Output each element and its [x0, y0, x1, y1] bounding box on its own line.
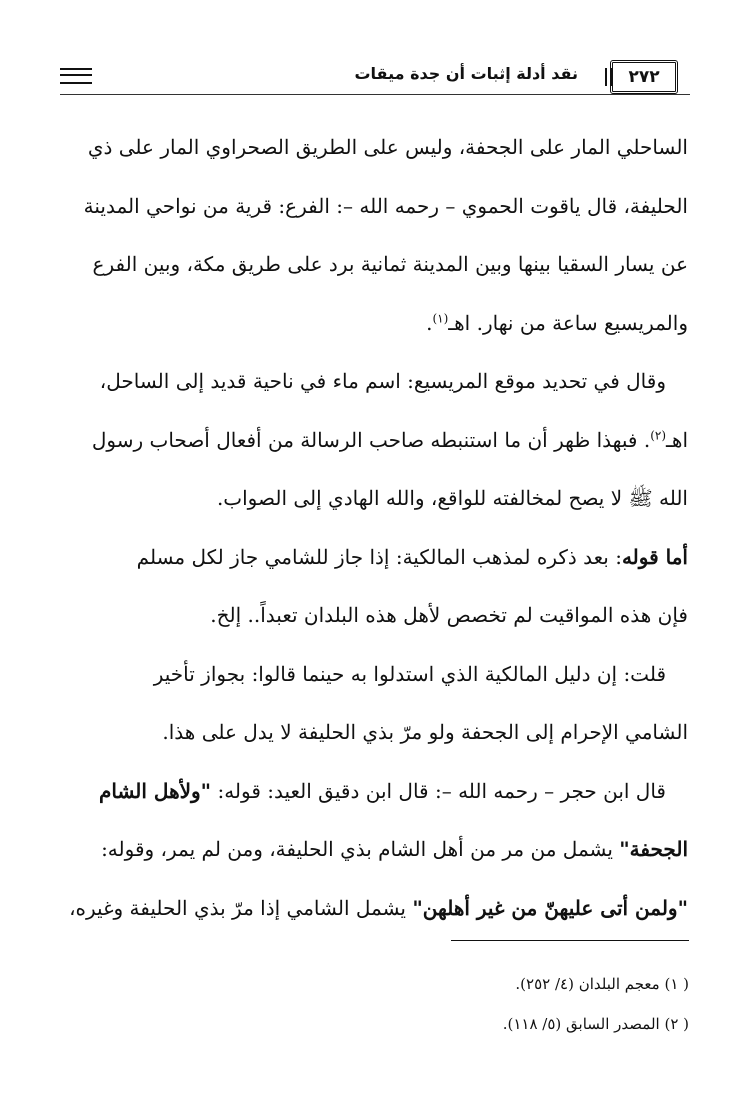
paragraph-3 — [62, 528, 688, 645]
p5-line3-rest: يشمل الشامي إذا مرّ بذي الحليفة وغيره، — [69, 895, 413, 920]
header-rule — [60, 94, 690, 95]
paragraph-1: الساحلي المار على الجحفة، وليس على الطريق الصحراوي المار على ذي الحليفة، قال ياقوت الحموي – رحمه الله –: الفرع: قرية من نواحي المدينة عن يسار السقيا بينها وبين المدينة ثمانية برد على طريق مكة، وبين الفرع والمريسيع ساعة من نهار. اهـ$^{(١)}$. — [83, 135, 688, 335]
p3-line1-rest: : بعد ذكره لمذهب المالكية: إذا جاز للشامي جاز لكل مسلم — [136, 544, 622, 569]
body-text — [62, 118, 688, 937]
p4-line1: قلت: إن دليل المالكية الذي استدلوا به حينما قالوا: بجواز تأخير — [153, 661, 666, 686]
p2-line1: وقال في تحديد موقع المريسيع: اسم ماء في ناحية قديد إلى الساحل، — [99, 369, 666, 393]
running-title: نقد أدلة إثبات أن جدة ميقات — [354, 64, 578, 83]
p3-lead: أما قوله — [621, 544, 688, 569]
p5-quote1-a: "ولأهل الشام — [98, 778, 212, 803]
footnote-ref-1[interactable]: (١) — [432, 310, 449, 325]
paragraph-4 — [62, 645, 688, 762]
p3-line2: فإن هذه المواقيت لم تخصص لأهل هذه البلدان تعبداً.. إلخ. — [210, 603, 688, 627]
p5-quote1-b: الجحفة" — [619, 837, 688, 861]
p2-line2-start: اهـ — [666, 427, 688, 452]
p1-line1: الساحلي المار على الجحفة، وليس على الطريق الصحراوي المار على ذي — [87, 135, 688, 159]
header-ornament-icon — [60, 68, 92, 84]
running-header — [60, 58, 690, 98]
footnotes — [63, 964, 689, 1044]
p1-line4: والمريسيع ساعة من نهار. اهـ — [448, 310, 688, 335]
page-number: ٢٧٢ — [610, 60, 678, 94]
p1-line3: عن يسار السقيا بينها وبين المدينة ثمانية برد على طريق مكة، وبين الفرع — [92, 252, 688, 276]
p1-line2: الحليفة، قال ياقوت الحموي – رحمه الله –: الفرع: قرية من نواحي المدينة — [83, 193, 688, 218]
p2-line2-rest: . فبهذا ظهر أن ما استنبطه صاحب الرسالة من أفعال أصحاب رسول — [91, 427, 651, 452]
p5-line2-rest: يشمل من مر من أهل الشام بذي الحليفة، ومن لم يمر، وقوله: — [101, 837, 620, 861]
footnote-rule — [451, 940, 689, 941]
footnote-2: ( ٢) المصدر السابق (٥/ ١١٨). — [502, 1015, 689, 1033]
p4-line2: الشامي الإحرام إلى الجحفة ولو مرّ بذي الحليفة لا يدل على هذا. — [162, 720, 688, 744]
paragraph-2 — [62, 352, 688, 528]
footnote-ref-2[interactable]: (٢) — [650, 427, 667, 442]
footnote-1: ( ١) معجم البلدان (٤/ ٢٥٢). — [515, 975, 689, 993]
paragraph-5 — [62, 762, 688, 938]
p5-quote2: "ولمن أتى عليهنّ من غير أهلهن" — [412, 895, 688, 920]
p5-line1-start: قال ابن حجر – رحمه الله –: قال ابن دقيق العيد: قوله: — [211, 778, 666, 803]
p2-line3: الله ﷺ لا يصح لمخالفته للواقع، والله الهادي إلى الصواب. — [216, 486, 688, 510]
